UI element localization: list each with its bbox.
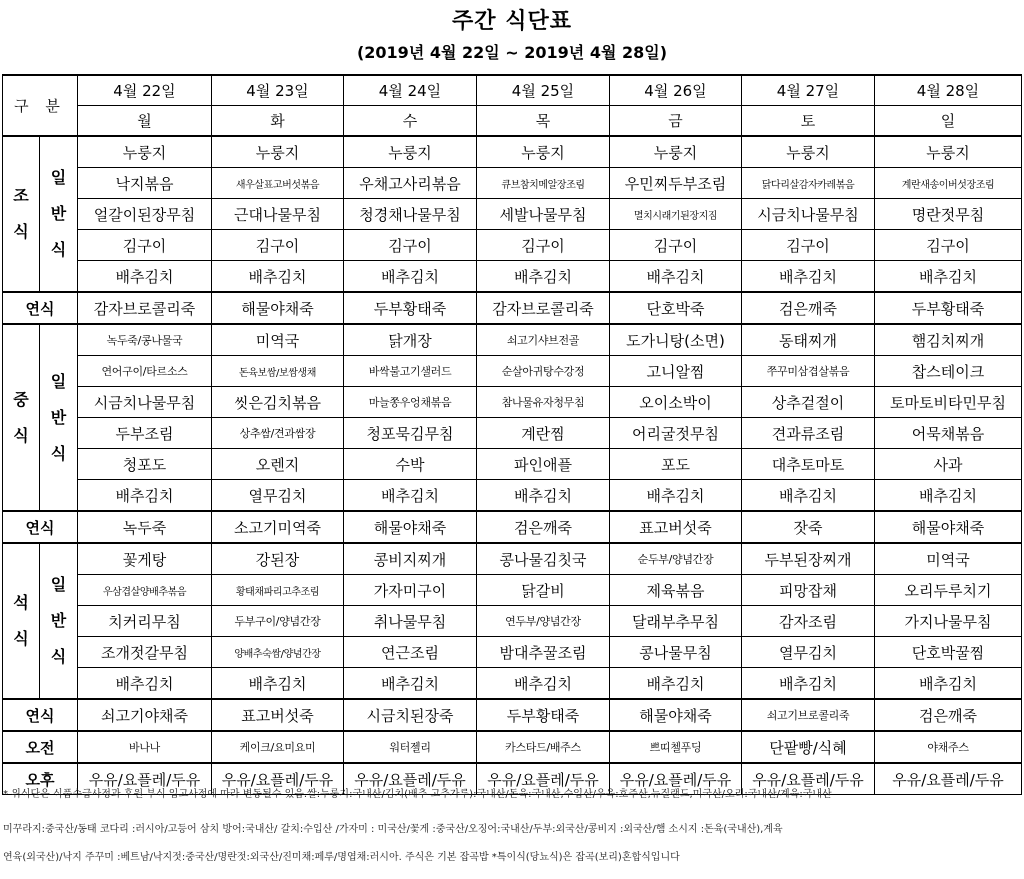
snack-cell: 우유/요플레/두유: [212, 763, 344, 795]
menu-cell: 김구이: [742, 230, 875, 261]
menu-cell: 김구이: [477, 230, 610, 261]
menu-cell: 순두부/양념간장: [610, 543, 742, 575]
menu-cell: 청포도: [78, 449, 212, 480]
menu-cell: 돈육보쌈/보쌈생채: [212, 356, 344, 387]
menu-cell: 배추김치: [742, 480, 875, 512]
menu-cell: 제육볶음: [610, 575, 742, 606]
origin-note: 연육(외국산)/낙지 주꾸미 :베트남/낙지젓:중국산/명란젓:외국산/진미채:페루/명엽채:러시아. 주식은 기본 잡곡밥 *특이식(당뇨식)은 잡곡(보리)혼합식입니다: [3, 852, 680, 863]
menu-cell: 닭개장: [344, 324, 477, 356]
menu-cell: 배추김치: [78, 668, 212, 700]
menu-cell: 순살아귀탕수강정: [477, 356, 610, 387]
porridge-cell: 두부황태죽: [477, 699, 610, 731]
dinner-label-text: 석 식: [13, 593, 29, 648]
porridge-cell: 시금치된장죽: [344, 699, 477, 731]
lunch-label-text: 중 식: [13, 389, 29, 445]
menu-cell: 계란찜: [477, 418, 610, 449]
menu-cell: 멸치시래기된장지짐: [610, 199, 742, 230]
menu-cell: 세발나물무침: [477, 199, 610, 230]
date-range: (2019년 4월 22일 ~ 2019년 4월 28일): [356, 43, 668, 62]
porridge-cell: 검은깨죽: [742, 292, 875, 324]
gubun-header: 구 분: [3, 75, 78, 136]
menu-cell: 포도: [610, 449, 742, 480]
menu-cell: 밤대추꿀조림: [477, 637, 610, 668]
menu-cell: 우채고사리볶음: [344, 168, 477, 199]
date-header: 4월 28일: [875, 75, 1022, 106]
breakfast-label-text: 조 식: [13, 186, 29, 241]
porridge-cell: 감자브로콜리죽: [477, 292, 610, 324]
menu-cell: 닭갈비: [477, 575, 610, 606]
day-header: 토: [742, 106, 875, 137]
menu-cell: 연어구이/타르소스: [78, 356, 212, 387]
menu-cell: 오이소박이: [610, 387, 742, 418]
menu-cell: 누룽지: [78, 136, 212, 168]
menu-cell: 누룽지: [875, 136, 1022, 168]
menu-cell: 김구이: [610, 230, 742, 261]
menu-cell: 바싹불고기샐러드: [344, 356, 477, 387]
menu-cell: 배추김치: [212, 261, 344, 293]
porridge-cell: 해물야채죽: [610, 699, 742, 731]
menu-cell: 누룽지: [477, 136, 610, 168]
menu-cell: 연근조림: [344, 637, 477, 668]
menu-cell: 배추김치: [477, 480, 610, 512]
menu-cell: 김구이: [212, 230, 344, 261]
menu-cell: 배추김치: [344, 480, 477, 512]
date-header: 4월 22일: [78, 75, 212, 106]
date-header: 4월 23일: [212, 75, 344, 106]
menu-cell: 미역국: [212, 324, 344, 356]
dinner-porridge-label: 연식: [3, 699, 78, 731]
menu-cell: 배추김치: [610, 668, 742, 700]
porridge-cell: 검은깨죽: [477, 511, 610, 543]
porridge-cell: 표고버섯죽: [610, 511, 742, 543]
menu-cell: 배추김치: [78, 480, 212, 512]
menu-cell: 열무김치: [212, 480, 344, 512]
date-header: 4월 25일: [477, 75, 610, 106]
menu-cell: 상추겉절이: [742, 387, 875, 418]
menu-cell: 햄김치찌개: [875, 324, 1022, 356]
afternoon-snack-label: 오후: [3, 763, 78, 795]
porridge-cell: 녹두죽: [78, 511, 212, 543]
dinner-label: [3, 543, 40, 699]
menu-cell: 피망잡채: [742, 575, 875, 606]
dinner-type-text: 일 반 식: [50, 575, 67, 666]
menu-cell: 누룽지: [344, 136, 477, 168]
menu-cell: 연두부/양념간장: [477, 606, 610, 637]
menu-cell: 어묵채볶음: [875, 418, 1022, 449]
menu-cell: 견과류조림: [742, 418, 875, 449]
snack-cell: 단팥빵/식혜: [742, 731, 875, 763]
snack-cell: 우유/요플레/두유: [875, 763, 1022, 795]
menu-cell: 김구이: [875, 230, 1022, 261]
porridge-cell: 잣죽: [742, 511, 875, 543]
menu-cell: 녹두죽/콩나물국: [78, 324, 212, 356]
snack-cell: 야채주스: [875, 731, 1022, 763]
menu-cell: 강된장: [212, 543, 344, 575]
date-header: 4월 24일: [344, 75, 477, 106]
menu-cell: 쭈꾸미삼겹살볶음: [742, 356, 875, 387]
snack-cell: 카스타드/배주스: [477, 731, 610, 763]
menu-cell: 두부조림: [78, 418, 212, 449]
menu-cell: 얼갈이된장무침: [78, 199, 212, 230]
lunch-type-text: 일 반 식: [50, 371, 67, 463]
menu-cell: 배추김치: [344, 261, 477, 293]
menu-cell: 김구이: [78, 230, 212, 261]
snack-cell: 우유/요플레/두유: [742, 763, 875, 795]
menu-cell: 배추김치: [78, 261, 212, 293]
porridge-cell: 해물야채죽: [212, 292, 344, 324]
porridge-cell: 두부황태죽: [344, 292, 477, 324]
menu-cell: 계란새송이버섯장조림: [875, 168, 1022, 199]
date-header: 4월 27일: [742, 75, 875, 106]
menu-cell: 양배추숙쌈/양념간장: [212, 637, 344, 668]
dinner-type-label: [40, 543, 78, 699]
menu-cell: 치커리무침: [78, 606, 212, 637]
day-header: 목: [477, 106, 610, 137]
weekly-menu-table: [2, 74, 1022, 795]
lunch-label: [3, 324, 40, 511]
menu-cell: 오리두루치기: [875, 575, 1022, 606]
porridge-cell: 쇠고기야채죽: [78, 699, 212, 731]
menu-cell: 참나물유자청무침: [477, 387, 610, 418]
menu-cell: 배추김치: [477, 261, 610, 293]
breakfast-type-text: 일 반 식: [50, 168, 67, 259]
menu-cell: 명란젓무침: [875, 199, 1022, 230]
menu-cell: 누룽지: [610, 136, 742, 168]
menu-cell: 씻은김치볶음: [212, 387, 344, 418]
menu-cell: 배추김치: [477, 668, 610, 700]
menu-cell: 배추김치: [742, 668, 875, 700]
day-header: 금: [610, 106, 742, 137]
menu-cell: 시금치나물무침: [78, 387, 212, 418]
menu-cell: 찹스테이크: [875, 356, 1022, 387]
menu-cell: 수박: [344, 449, 477, 480]
menu-cell: 황태채파리고추조림: [212, 575, 344, 606]
menu-cell: 시금치나물무침: [742, 199, 875, 230]
snack-cell: 워터젤리: [344, 731, 477, 763]
menu-cell: 꽃게탕: [78, 543, 212, 575]
porridge-cell: 쇠고기브로콜리죽: [742, 699, 875, 731]
breakfast-type-label: [40, 136, 78, 292]
snack-cell: 우유/요플레/두유: [78, 763, 212, 795]
menu-cell: 청경채나물무침: [344, 199, 477, 230]
porridge-cell: 두부황태죽: [875, 292, 1022, 324]
morning-snack-label: 오전: [3, 731, 78, 763]
menu-cell: 도가니탕(소면): [610, 324, 742, 356]
snack-cell: 바나나: [78, 731, 212, 763]
porridge-cell: 해물야채죽: [344, 511, 477, 543]
lunch-type-label: [40, 324, 78, 511]
menu-cell: 오렌지: [212, 449, 344, 480]
origin-note: * 위식단은 식품수급사정과 후원 부식 입고사정에 따라 변동될수 있음.쌀:누룽지:국내산/김치(배추 고추가루):국내산/돈육:국내산,수입산/우육:호주산,뉴질랜드,미국산/오리:국내산/계육:국내산: [3, 789, 832, 800]
menu-cell: 두부구이/양념간장: [212, 606, 344, 637]
menu-cell: 우민찌두부조림: [610, 168, 742, 199]
day-header: 일: [875, 106, 1022, 137]
menu-cell: 어리굴젓무침: [610, 418, 742, 449]
menu-cell: 배추김치: [875, 480, 1022, 512]
menu-cell: 미역국: [875, 543, 1022, 575]
page-title: 주간 식단표: [452, 9, 572, 34]
menu-cell: 누룽지: [212, 136, 344, 168]
menu-cell: 근대나물무침: [212, 199, 344, 230]
day-header: 수: [344, 106, 477, 137]
menu-cell: 단호박꿀찜: [875, 637, 1022, 668]
menu-cell: 감자조림: [742, 606, 875, 637]
menu-cell: 파인애플: [477, 449, 610, 480]
menu-cell: 마늘쫑우엉채볶음: [344, 387, 477, 418]
menu-cell: 상추쌈/견과쌈장: [212, 418, 344, 449]
day-header: 화: [212, 106, 344, 137]
menu-cell: 사과: [875, 449, 1022, 480]
menu-cell: 토마토비타민무침: [875, 387, 1022, 418]
menu-cell: 누룽지: [742, 136, 875, 168]
snack-cell: 우유/요플레/두유: [477, 763, 610, 795]
menu-cell: 취나물무침: [344, 606, 477, 637]
menu-cell: 새우살표고버섯볶음: [212, 168, 344, 199]
date-header: 4월 26일: [610, 75, 742, 106]
menu-cell: 김구이: [344, 230, 477, 261]
menu-cell: 콩비지찌개: [344, 543, 477, 575]
porridge-cell: 해물야채죽: [875, 511, 1022, 543]
porridge-cell: 검은깨죽: [875, 699, 1022, 731]
menu-cell: 배추김치: [742, 261, 875, 293]
breakfast-porridge-label: 연식: [3, 292, 78, 324]
menu-cell: 동태찌개: [742, 324, 875, 356]
menu-cell: 배추김치: [610, 261, 742, 293]
day-header: 월: [78, 106, 212, 137]
menu-cell: 고니알찜: [610, 356, 742, 387]
menu-cell: 배추김치: [875, 668, 1022, 700]
menu-cell: 낙지볶음: [78, 168, 212, 199]
menu-cell: 배추김치: [610, 480, 742, 512]
origin-note: 미꾸라지:중국산/동태 코다리 :러시아/고등어 삼치 방어:국내산/ 갈치:수입산 /가자미 : 미국산/꽃게 :중국산/오징어:국내산/두부:외국산/콩비지 :외국산/햄 소시지 :돈육(국내산),계육: [3, 824, 783, 835]
menu-cell: 배추김치: [212, 668, 344, 700]
snack-cell: 쁘띠첼푸딩: [610, 731, 742, 763]
menu-cell: 배추김치: [344, 668, 477, 700]
menu-cell: 쇠고기샤브전골: [477, 324, 610, 356]
menu-cell: 콩나물무침: [610, 637, 742, 668]
menu-cell: 닭다리살감자카레볶음: [742, 168, 875, 199]
menu-cell: 열무김치: [742, 637, 875, 668]
porridge-cell: 표고버섯죽: [212, 699, 344, 731]
snack-cell: 우유/요플레/두유: [344, 763, 477, 795]
menu-cell: 조개젓갈무침: [78, 637, 212, 668]
breakfast-label: [3, 136, 40, 292]
porridge-cell: 감자브로콜리죽: [78, 292, 212, 324]
menu-cell: 두부된장찌개: [742, 543, 875, 575]
menu-cell: 대추토마토: [742, 449, 875, 480]
menu-cell: 배추김치: [875, 261, 1022, 293]
menu-cell: 가자미구이: [344, 575, 477, 606]
menu-cell: 달래부추무침: [610, 606, 742, 637]
snack-cell: 우유/요플레/두유: [610, 763, 742, 795]
porridge-cell: 단호박죽: [610, 292, 742, 324]
menu-cell: 콩나물김칫국: [477, 543, 610, 575]
menu-cell: 가지나물무침: [875, 606, 1022, 637]
snack-cell: 케이크/요미요미: [212, 731, 344, 763]
menu-cell: 청포묵김무침: [344, 418, 477, 449]
porridge-cell: 소고기미역죽: [212, 511, 344, 543]
lunch-porridge-label: 연식: [3, 511, 78, 543]
menu-cell: 우삼겹살양배추볶음: [78, 575, 212, 606]
menu-cell: 큐브참치메알장조림: [477, 168, 610, 199]
